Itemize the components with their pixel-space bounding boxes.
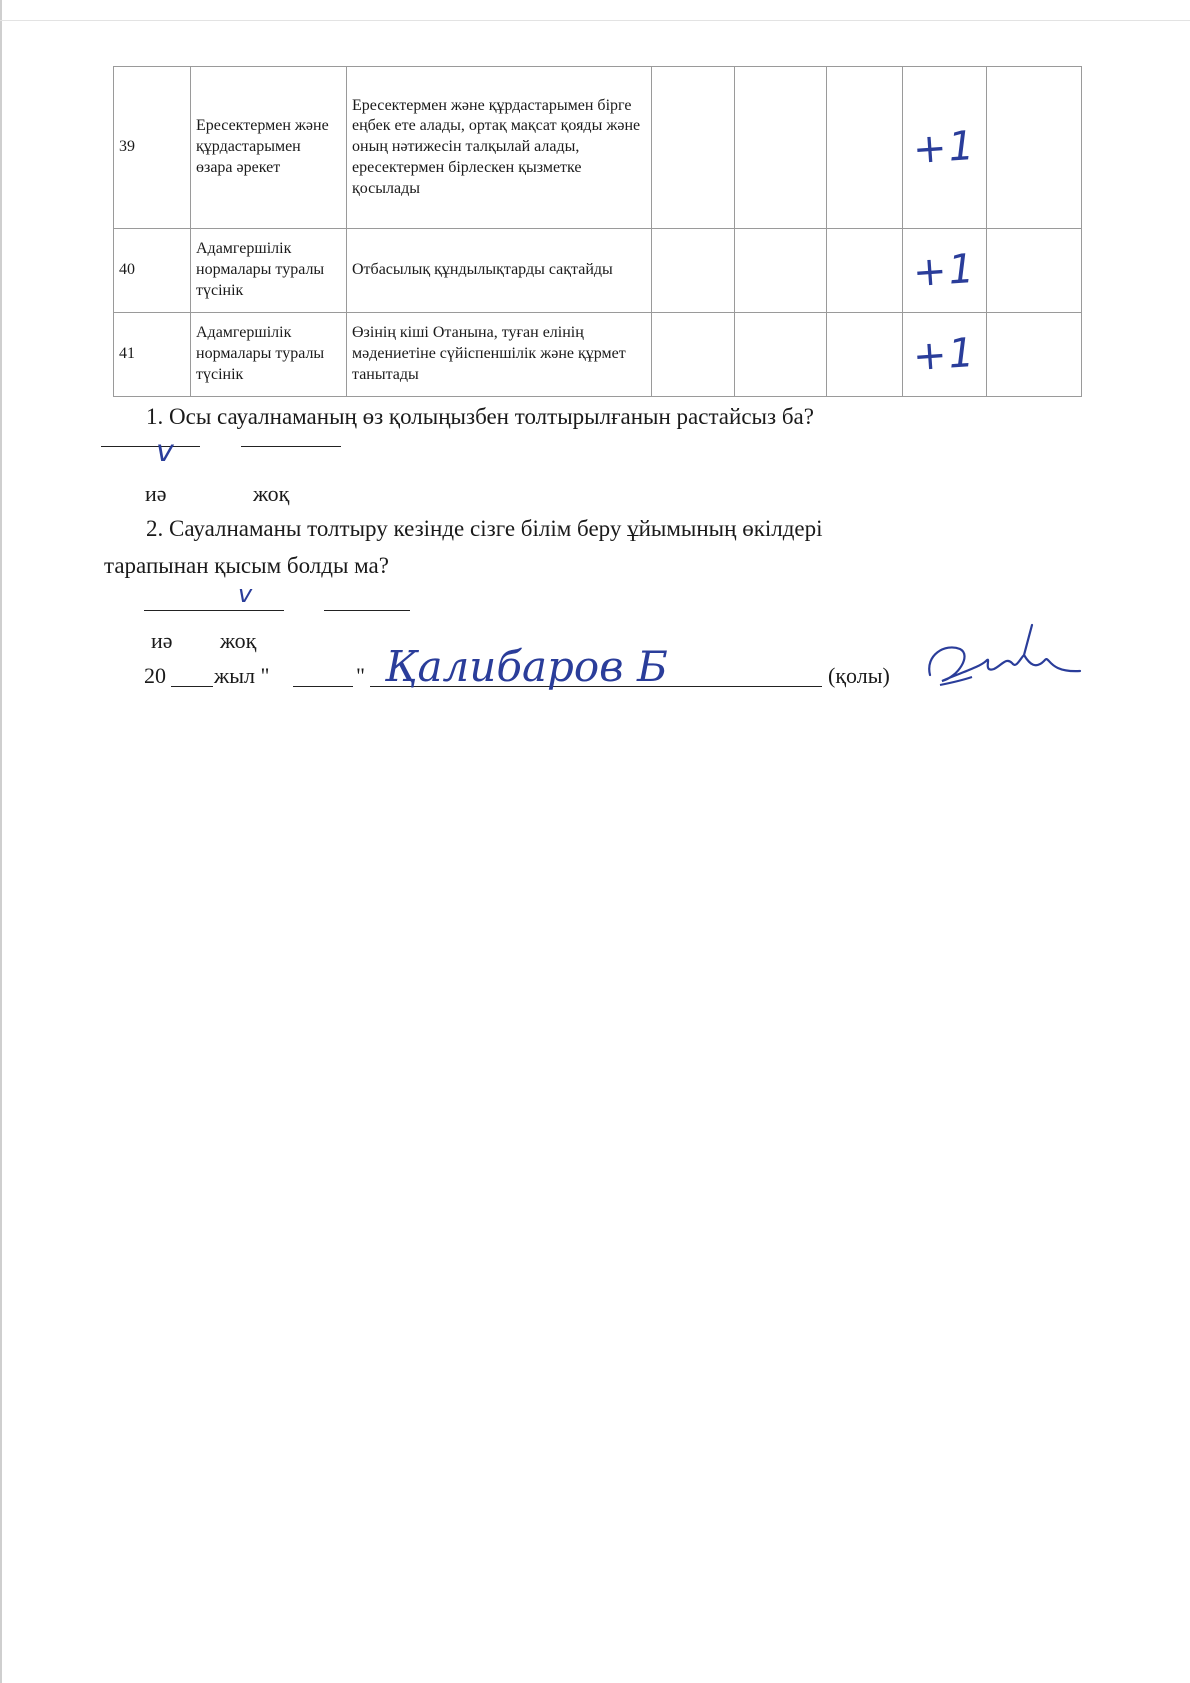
mark-cell [903,67,987,229]
empty-cell [987,67,1082,229]
scan-edge [0,0,2,1683]
signature-scribble [920,615,1090,705]
q2-no-label: жоқ [220,628,257,653]
empty-cell [827,229,903,313]
row-area: Ересектермен және құрдастарымен өзара әрекет [191,67,347,229]
q2-no-blank[interactable] [324,610,410,611]
survey-table [113,66,1082,397]
handwritten-mark: +1 [911,329,978,380]
mark-cell [903,313,987,397]
handwritten-mark: +1 [911,245,978,296]
q1-check-mark: v [156,434,174,469]
row-number: 41 [114,313,191,397]
scan-top-line [0,20,1190,21]
empty-cell [652,229,735,313]
signature-label: (қолы) [828,663,890,688]
q1-no-blank[interactable] [241,446,341,447]
empty-cell [735,313,827,397]
row-skill: Ересектермен және құрдастарымен бірге еңбек ете алады, ортақ мақсат қояды және оның нәтижесін талқылай алады, ересектермен бірлескен қызметке қосылады [347,67,652,229]
year-suffix: жыл " [214,663,270,688]
empty-cell [987,229,1082,313]
row-skill: Өзінің кіші Отанына, туған елінің мәдениетіне сүйіспеншілік және құрмет танытады [347,313,652,397]
year-prefix: 20 [144,663,166,688]
row-area: Адамгершілік нормалары туралы түсінік [191,229,347,313]
q2-yes-label: иә [151,628,173,653]
empty-cell [652,67,735,229]
empty-cell [652,313,735,397]
q1-yes-blank[interactable] [101,446,200,447]
table-row [114,229,1082,313]
question-1-text: 1. Осы сауалнаманың өз қолыңызбен толтырылғанын растайсыз ба? [146,404,814,429]
year-blank[interactable] [171,686,213,687]
respondent-name-handwritten: Қалибаров Б [385,642,668,691]
empty-cell [735,67,827,229]
row-area: Адамгершілік нормалары туралы түсінік [191,313,347,397]
mark-cell [903,229,987,313]
empty-cell [827,67,903,229]
row-number: 40 [114,229,191,313]
q1-no-label: жоқ [253,481,290,506]
table-row [114,313,1082,397]
date-blank[interactable] [293,686,353,687]
question-2-line-1: 2. Сауалнаманы толтыру кезінде сізге білім беру ұйымының өкілдері [146,516,823,541]
empty-cell [987,313,1082,397]
q2-check-mark: v [238,580,253,608]
row-skill: Отбасылық құндылықтарды сақтайды [347,229,652,313]
row-number: 39 [114,67,191,229]
date-close-quote: " [356,663,365,688]
handwritten-mark: +1 [911,122,978,173]
empty-cell [827,313,903,397]
q1-yes-label: иә [145,481,167,506]
question-2-line-2: тарапынан қысым болды ма? [104,553,389,578]
q2-yes-blank[interactable] [144,610,284,611]
table-row [114,67,1082,229]
empty-cell [735,229,827,313]
